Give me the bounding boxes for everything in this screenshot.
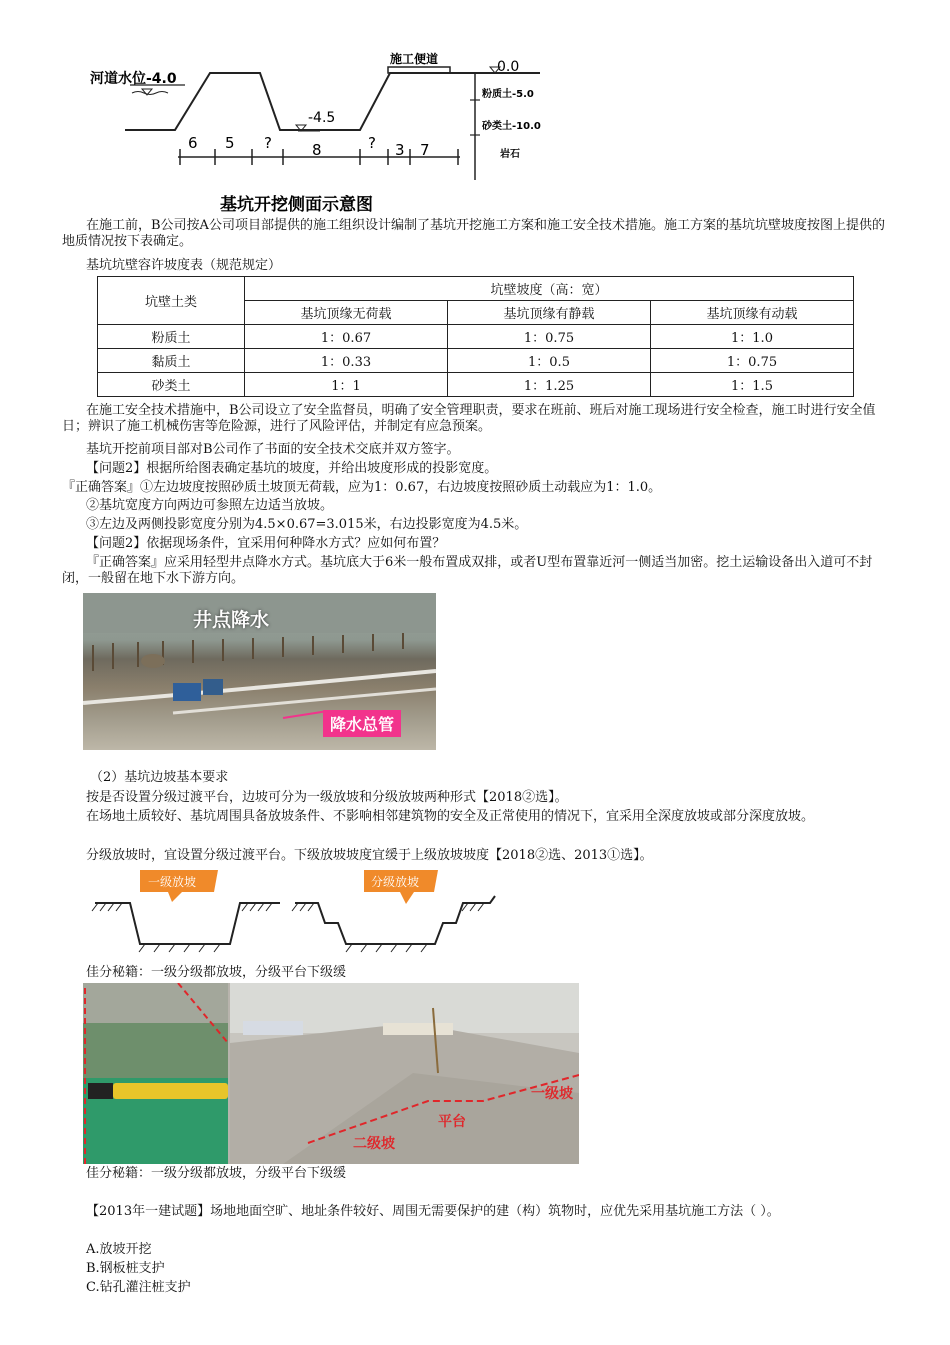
table-cell: 1：1.0: [651, 325, 854, 349]
soil-rock-label: 岩石: [500, 149, 520, 160]
multi-level-slope-label: 分级放坡: [371, 875, 420, 889]
table-subheader: 基坑顶缘无荷载: [245, 301, 448, 325]
slope-diagrams: [90, 866, 510, 966]
segment-6: 3: [395, 141, 405, 159]
answer-2: 『正确答案』应采用轻型井点降水方式。基坑底大于6米一般布置成双排，或者U型布置靠近河一侧适当加密。挖土运输设备出入道可不封闭，一般留在地下水下游方向。: [62, 555, 873, 586]
table-title: 基坑坑壁容许坡度表（规范规定）: [86, 258, 282, 273]
exam-question: 【2013年一建试题】场地地面空旷、地址条件较好、周围无需要保护的建（构）筑物时，应优先采用基坑施工方法（ ）。: [86, 1204, 780, 1219]
slope-text-2: 在场地土质较好、基坑周围具备放坡条件、不影响相邻建筑物的安全及正常使用的情况下，宜采用全深度放坡或部分深度放坡。: [86, 809, 815, 824]
option-c: C.钻孔灌注桩支护: [86, 1280, 191, 1295]
table-cell: 1：0.75: [448, 325, 651, 349]
one-level-slope-label: 一级放坡: [148, 875, 197, 889]
photo-one-level-label: 一级坡: [531, 1086, 573, 1102]
answer-1-1: 『正确答案』①左边坡度按照砂质土坡顶无荷载，应为1：0.67，右边坡度按照砂质土动载应为1：1.0。: [62, 480, 662, 495]
question-1: 【问题2】根据所给图表确定基坑的坡度，并给出坡度形成的投影宽度。: [86, 461, 498, 476]
soil-silt-label: 粉质土-5.0: [482, 89, 534, 100]
photo-tag-label: 降水总管: [323, 710, 401, 737]
table-row: [98, 325, 854, 349]
section-title: （2）基坑边坡基本要求: [90, 770, 229, 785]
road-label: 施工便道: [390, 52, 439, 66]
segment-4: 8: [312, 141, 322, 159]
table-cell: 1：0.33: [245, 349, 448, 373]
slope-table: [97, 276, 854, 397]
slope-text-3: 分级放坡时，宜设置分级过渡平台。下级放坡坡度宜缓于上级放坡坡度【2018②选、2013①选】。: [86, 848, 653, 863]
table-cell-soil: 黏质土: [98, 349, 245, 373]
bottom-level-label: -4.5: [308, 110, 336, 126]
excavation-section-diagram: [70, 45, 570, 220]
segment-7: 7: [420, 141, 430, 159]
ground-level-label: 0.0: [497, 59, 520, 75]
photo-platform-label: 平台: [438, 1114, 466, 1130]
table-cell: 1：0.5: [448, 349, 651, 373]
segment-3: ?: [264, 134, 272, 152]
river-level-label: 河道水位-4.0: [90, 71, 177, 87]
slope-text-1: 按是否设置分级过渡平台，边坡可分为一级放坡和分级放坡两种形式【2018②选】。: [86, 790, 568, 805]
diagram-caption: 基坑开挖侧面示意图: [220, 195, 373, 215]
tip-2: 佳分秘籍：一级分级都放坡，分级平台下级缓: [86, 1166, 347, 1181]
table-subheader: 基坑顶缘有静载: [448, 301, 651, 325]
option-b: B.钢板桩支护: [86, 1261, 165, 1276]
table-subheader: 基坑顶缘有动载: [651, 301, 854, 325]
segment-1: 6: [188, 134, 198, 152]
soil-sand-label: 砂类土-10.0: [482, 121, 541, 132]
table-cell: 1：1.25: [448, 373, 651, 397]
well-point-photo: [83, 593, 436, 750]
table-row: [98, 349, 854, 373]
table-header-group: 坑壁坡度（高：宽）: [245, 277, 854, 301]
paragraph-safety: 在施工安全技术措施中，B公司设立了安全监督员，明确了安全管理职责，要求在班前、班后对施工现场进行安全检查，施工时进行安全值日；辨识了施工机械伤害等危险源，进行了风险评估，并制定有应急预案。: [62, 403, 876, 434]
photo-two-level-label: 二级坡: [353, 1136, 395, 1152]
question-2: 【问题2】依据现场条件，宜采用何种降水方式？应如何布置？: [86, 536, 446, 551]
table-row: [98, 373, 854, 397]
paragraph-intro: 在施工前，B公司按A公司项目部提供的施工组织设计编制了基坑开挖施工方案和施工安全技术措施。施工方案的基坑坑壁坡度按图上提供的地质情况按下表确定。: [62, 218, 885, 249]
table-header-soil: 坑壁土类: [98, 277, 245, 325]
answer-1-2: ②基坑宽度方向两边可参照左边适当放坡。: [86, 498, 334, 513]
table-cell-soil: 砂类土: [98, 373, 245, 397]
segment-2: 5: [225, 134, 235, 152]
table-cell: 1：1: [245, 373, 448, 397]
tip-1: 佳分秘籍：一级分级都放坡，分级平台下级缓: [86, 965, 347, 980]
paragraph-briefing: 基坑开挖前项目部对B公司作了书面的安全技术交底并双方签字。: [86, 442, 460, 457]
option-a: A.放坡开挖: [86, 1242, 152, 1257]
slope-construction-photo: [83, 983, 579, 1164]
table-cell-soil: 粉质土: [98, 325, 245, 349]
segment-5: ?: [368, 134, 376, 152]
table-cell: 1：0.75: [651, 349, 854, 373]
answer-1-3: ③左边及两侧投影宽度分别为4.5×0.67=3.015米，右边投影宽度为4.5米。: [86, 517, 528, 532]
table-cell: 1：0.67: [245, 325, 448, 349]
table-cell: 1：1.5: [651, 373, 854, 397]
photo-title-label: 井点降水: [193, 609, 270, 631]
